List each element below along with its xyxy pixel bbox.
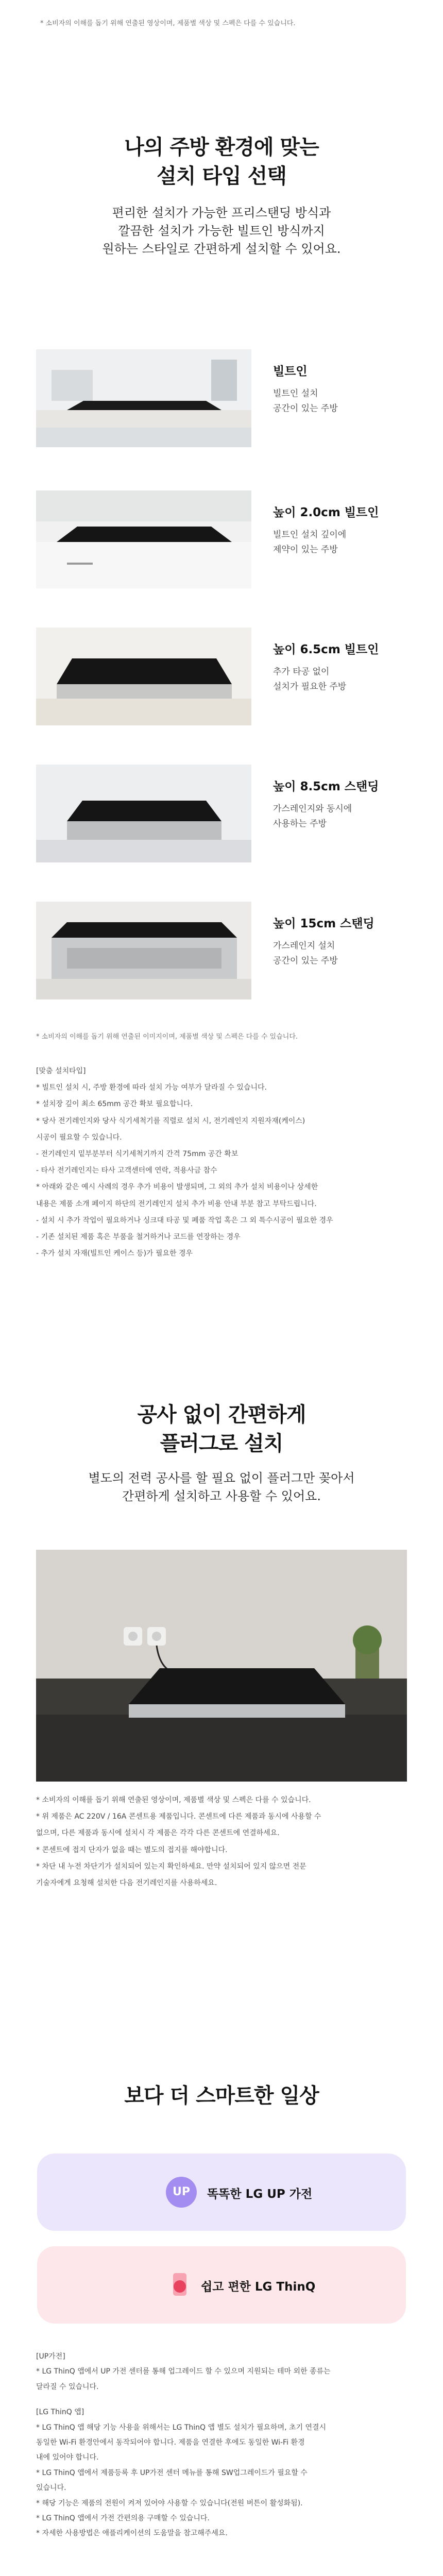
plug-title-line1: 공사 없이 간편하게 [137,1403,306,1427]
smart-note-spacer [36,2395,331,2405]
install-note: [맞춤 설치타입] [36,1067,86,1075]
builtin-desc-line1: 빌트인 설치 [273,388,318,399]
section-subtitle-line3: 원하는 스타일로 간편하게 설치할 수 있어요. [102,241,341,256]
lg-up-label: 똑똑한 LG UP 가전 [207,2188,313,2201]
install-note: - 타사 전기레인지는 타사 고객센터에 연락, 적용사금 참수 [36,1166,217,1175]
plug-subtitle-line2: 간편하게 설치하고 사용할 수 있어요. [122,1488,321,1503]
plug-note: * 콘센트에 접지 단자가 없을 때는 별도의 접지를 해야합니다. [36,1845,228,1854]
lg-up-card[interactable] [37,2154,406,2231]
install-notes [36,1063,333,1262]
smart-note: 내에 있어야 합니다. [36,2453,99,2462]
install-type-2cm-builtin [36,490,407,588]
builtin-title: 빌트인 [273,365,308,378]
install-note: - 기존 설치된 제품 혹은 부품을 철거하거나 코드를 연장하는 경우 [36,1232,241,1241]
smart-note: * LG ThinQ 앱 해당 기능 사용을 위해서는 LG ThinQ 앱 별도 설치가 필요하며, 초기 연결시 [36,2423,327,2432]
8-5cm-standing-desc-line2: 사용하는 주방 [273,818,327,829]
6-5cm-builtin-desc-line1: 추가 타공 없이 [273,667,330,677]
6-5cm-builtin-product-image [36,628,251,725]
up-badge-icon [166,2177,197,2208]
15cm-standing-desc [273,939,338,969]
6-5cm-builtin-desc [273,665,346,694]
install-note: 시공이 필요할 수 있습니다. [36,1133,122,1142]
smart-note: * LG ThinQ 앱에서 제품등록 후 UP가전 센터 메뉴를 통해 SW업그레이드가 필요할 수 [36,2468,308,2477]
install-note: 내용은 제품 소개 페이지 하단의 전기레인지 설치 추가 비용 안내 부분 참고 부탁드립니다. [36,1199,317,1208]
plug-note: * 위 제품은 AC 220V / 16A 콘센트용 제품입니다. 콘센트에 다른 제품과 동시에 사용할 수 [36,1812,321,1821]
install-type-builtin [36,349,407,447]
top-notice-area [0,0,443,133]
2cm-builtin-desc-line1: 빌트인 설치 깊이에 [273,530,347,540]
15cm-standing-title: 높이 15cm 스탠딩 [273,917,374,930]
install-type-15cm-standing [36,902,407,999]
smart-note: [UP가전] [36,2352,65,2361]
plug-title-line2: 플러그로 설치 [160,1432,283,1455]
smart-notes [36,2349,331,2541]
lg-thinq-label: 쉽고 편한 LG ThinQ [201,2280,316,2294]
2cm-builtin-product-image [36,490,251,588]
smart-life-section [0,2081,443,2538]
plug-note: 기술자에게 요청해 설치한 다음 전기레인지를 사용하세요. [36,1878,217,1887]
smart-note: * LG ThinQ 앱에서 가전 간편의용 구매할 수 있습니다. [36,2514,210,2522]
section-title-line1: 나의 주방 환경에 맞는 [124,135,319,159]
plug-notes [36,1792,321,1891]
15cm-standing-product-image [36,902,251,999]
install-note: * 당사 전기레인지와 당사 식기세척기를 직렬로 설치 시, 전기레인지 지원자재(케이스) [36,1116,305,1125]
plug-note: 없으며, 다른 제품과 동시에 설치시 각 제품은 각각 다른 콘센트에 연결하세요. [36,1829,280,1838]
section-subtitle-line2: 깔끔한 설치가 가능한 빌트인 방식까지 [118,223,325,238]
smart-note: 동일한 Wi-Fi 환경안에서 동작되어야 합니다. 제품을 연결한 후에도 동일한 Wi-Fi 환경 [36,2438,305,2447]
15cm-standing-desc-line1: 가스레인지 설치 [273,941,335,951]
smart-note: * LG ThinQ 앱에서 UP 가전 센터를 통해 업그레이드 할 수 있으며 지원되는 테마 외한 종류는 [36,2367,331,2376]
15cm-standing-desc-line2: 공간이 있는 주방 [273,955,338,966]
smart-title: 보다 더 스마트한 일상 [124,2084,319,2108]
builtin-desc-line2: 공간이 있는 주방 [273,403,338,414]
install-note: - 추가 설치 자재(빌트인 케이스 등)가 필요한 경우 [36,1249,193,1258]
plug-install-section [0,1400,443,1887]
2cm-builtin-desc [273,528,346,557]
8-5cm-standing-desc [273,802,352,832]
install-note: * 설치장 깊이 최소 65mm 공간 확보 필요합니다. [36,1100,193,1109]
8-5cm-standing-desc-line1: 가스레인지와 동시에 [273,804,352,814]
smart-note: * 자세한 사용방법은 애플리케이션의 도움말을 참고해주세요. [36,2529,228,2538]
plug-subtitle-line1: 별도의 전력 공사를 할 필요 없이 플러그만 꽂아서 [88,1471,355,1485]
install-type-6-5cm-builtin [36,628,407,725]
plug-note: * 소비자의 이해를 돕기 위해 연출된 영상이며, 제품별 색상 및 스펙은 다를 수 있습니다. [36,1796,311,1804]
builtin-product-image [36,349,251,447]
up-badge-text: UP [173,2185,190,2198]
install-note: - 설치 시 추가 작업이 필요하거나 싱크대 타공 및 폐품 작업 혹은 그 외 특수시공이 필요한 경우 [36,1216,333,1225]
plug-install-image [36,1550,407,1782]
2cm-builtin-title: 높이 2.0cm 빌트인 [273,506,379,519]
install-note: * 아래와 같은 예시 사례의 경우 추가 비용이 발생되며, 그 외의 추가 설치 비용이나 상세한 [36,1183,318,1192]
section-subtitle-line1: 편리한 설치가 가능한 프리스탠딩 방식과 [112,206,331,220]
smart-note: 달라질 수 있습니다. [36,2382,99,2391]
8-5cm-standing-product-image [36,765,251,862]
install-type-section [0,133,443,1258]
install-type-heading [0,133,443,258]
6-5cm-builtin-title: 높이 6.5cm 빌트인 [273,643,379,656]
section-title-line2: 설치 타입 선택 [157,164,286,188]
lg-thinq-card[interactable] [37,2246,406,2324]
2cm-builtin-desc-line2: 제약이 있는 주방 [273,544,338,555]
thinq-app-icon [166,2271,194,2299]
smart-note: 있습니다. [36,2484,66,2493]
install-type-8-5cm-standing [36,765,407,862]
smart-note: [LG ThinQ 앱] [36,2408,84,2417]
6-5cm-builtin-desc-line2: 설치가 필요한 주방 [273,681,347,692]
install-note: - 전기레인지 밑부분부터 식기세척기까지 간격 75mm 공간 확보 [36,1149,238,1158]
image-notice: * 소비자의 이해를 돕기 위해 연출된 이미지이며, 제품별 색상 및 스펙은 다를 수 있습니다. [36,1033,298,1041]
plug-note: * 차단 내 누전 차단기가 설치되어 있는지 확인하세요. 만약 설치되어 있지 않으면 전문 [36,1862,306,1871]
smart-note: * 해당 기능은 제품의 전원이 켜져 있어야 사용할 수 있습니다(전원 버튼이 활성화됨). [36,2499,303,2507]
install-note: * 빌트인 설치 시, 주방 환경에 따라 설치 가능 여부가 달라질 수 있습니다. [36,1083,267,1092]
8-5cm-standing-title: 높이 8.5cm 스탠딩 [273,780,379,793]
builtin-desc [273,386,338,416]
top-notice: * 소비자의 이해를 돕기 위해 연출된 영상이며, 제품별 색상 및 스펙은 다를 수 있습니다. [40,20,296,27]
